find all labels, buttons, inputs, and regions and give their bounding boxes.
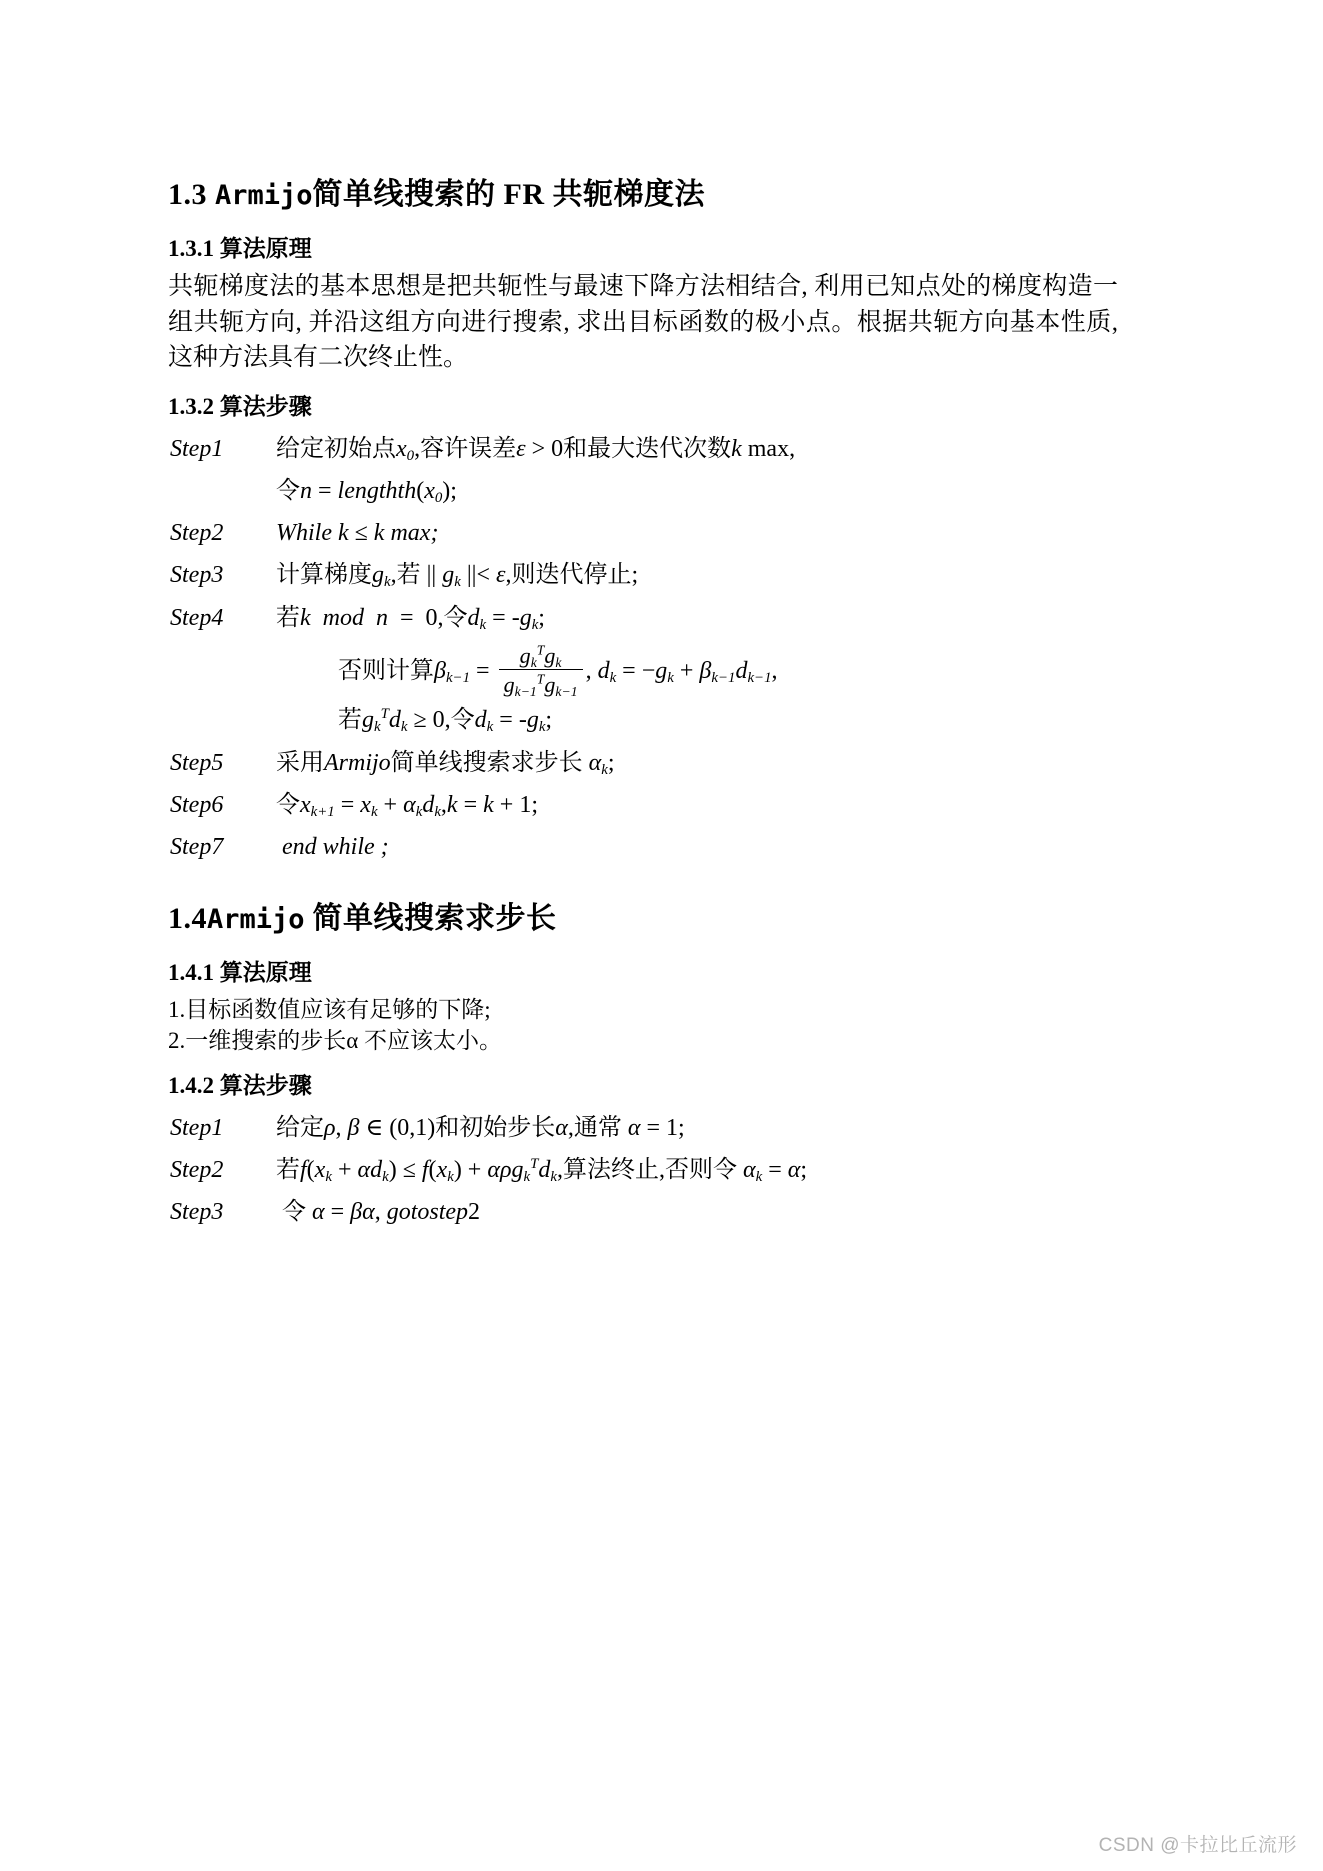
step-text: 给定初始点$x_0$,容许误差ε > 0和最大迭代次数k max, [276,435,796,464]
step-item [170,1197,1118,1228]
step-label: Step7 [170,834,224,861]
heading-1-4-suffix: 简单线搜索求步长 [312,902,557,936]
heading-1-4-mono: Armijo [207,904,305,936]
step-item [170,603,1118,634]
step-item [170,434,1118,465]
step-label: Step3 [170,1199,224,1226]
step-text: 采用Armijo简单线搜索求步长 $\alpha_k$; [276,749,615,778]
paragraph-1-4-1-line2: 2.一维搜索的步长α 不应该太小。 [168,1028,503,1054]
heading-1-3-2: 1.3.2 算法步骤 [168,393,312,419]
step-label: Step3 [170,562,224,589]
heading-1-3 [168,176,1118,214]
step-text: 计算梯度$g_k$,若 || $g_k$ ||< ε,则迭代停止; [276,562,639,591]
step-text: 令 α = βα, gotostep2 [282,1199,481,1226]
step-item [170,790,1118,821]
heading-1-3-suffix: 简单线搜索的 FR 共轭梯度法 [312,178,706,211]
document-body [168,176,1118,1240]
heading-1-3-prefix: 1.3 [168,178,207,211]
step-label: Step5 [170,749,224,776]
heading-1-4-1: 1.4.1 算法原理 [168,959,312,985]
step-item [170,832,1118,863]
step-label: Step1 [170,435,224,462]
step-item-formula: 若$g_k^Td_k \ge 0$,令$d_k = -g_k$; [338,706,553,736]
heading-1-3-1: 1.3.1 算法原理 [168,235,312,261]
step-text: 若k mod n = 0,令$d_k = -g_k$; [276,604,545,633]
paragraph-1-3-1: 共轭梯度法的基本思想是把共轭性与最速下降方法相结合, 利用已知点处的梯度构造一组共轭方向, 并沿这组方向进行搜索, 求出目标函数的极小点。根据共轭方向基本性质, 这种方法具有二次终止性。 [168,273,1118,372]
paragraph-1-4-1-line1: 1.目标函数值应该有足够的下降; [168,996,491,1022]
heading-1-4-2: 1.4.2 算法步骤 [168,1073,312,1099]
step-label: Step1 [170,1114,224,1141]
step-text: 给定ρ, β ∈ (0,1)和初始步长α,通常 α = 1; [276,1114,685,1141]
step-text: While k ≤ k max; [276,520,439,547]
step-text: 若$f(x_k + \alpha d_k) \le f(x_k) + \alpha\rho g_k^Td_k$,算法终止,否则令 $\alpha_k = \alpha$; [276,1156,808,1186]
watermark-text: CSDN @卡拉比丘流形 [1098,1835,1297,1856]
step-item-continuation: 令$n = lengthth(x_0)$; [276,477,457,507]
step-item [170,1113,1118,1144]
heading-1-4-prefix: 1.4 [168,902,207,936]
step-item [170,1155,1118,1186]
step-label: Step6 [170,791,224,818]
step-text: end while ; [276,834,389,861]
step-text: 令$x_{k+1} = x_k + \alpha_kd_k,k = k + 1$; [276,791,538,820]
heading-1-4 [168,900,1118,938]
steps-list-1-4-2 [170,1113,1118,1229]
step-item [170,748,1118,779]
step-item [170,518,1118,549]
step-label: Step4 [170,604,224,631]
step-item [170,560,1118,591]
step-label: Step2 [170,520,224,547]
step-item-formula: 否则计算$\beta_{k-1}$ = $\frac{g_k^Tg_k}{g_{k-1}^Tg_{k-1}}$ , $d_k = -g_k + \beta_{k-1}d_{k-1}$, [338,642,778,699]
heading-1-3-mono: Armijo [215,180,313,211]
step-label: Step2 [170,1157,224,1184]
steps-list-1-3-2 [170,434,1118,863]
